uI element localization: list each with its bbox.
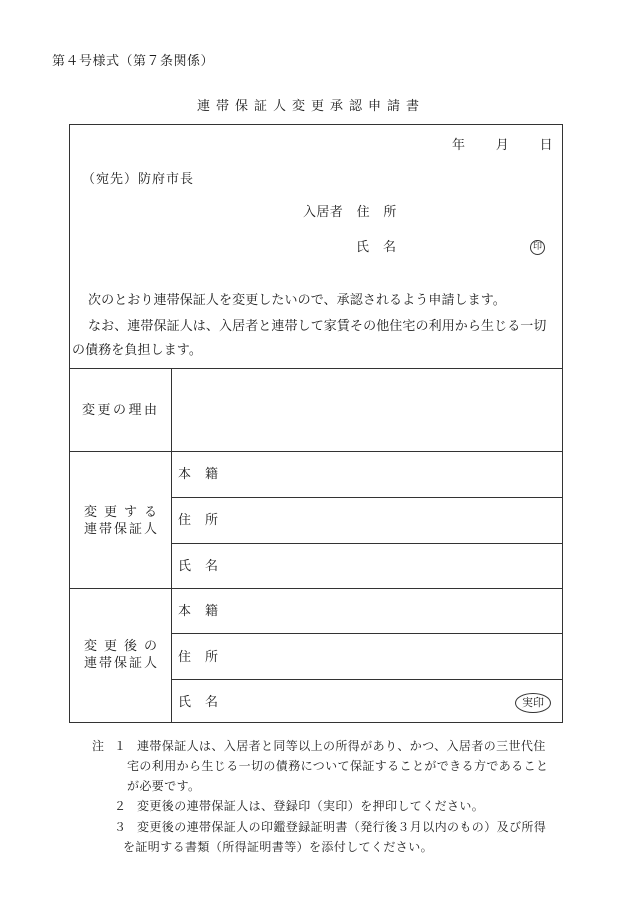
- note-number: １: [114, 739, 127, 753]
- current-guarantor-label-line: 変更する: [84, 505, 165, 520]
- guarantor-table: [69, 368, 563, 723]
- form-number: 第４号様式（第７条関係）: [52, 54, 215, 69]
- note-text-line: を証明する書類（所得証明書等）を添付してください。: [123, 840, 434, 854]
- field-label: 氏 名: [178, 695, 219, 710]
- field-label: 氏 名: [178, 559, 219, 574]
- note-text-line: が必要です。: [127, 779, 201, 793]
- current-guarantor-name-cell: [171, 543, 563, 588]
- current-guarantor-label-cell: [69, 451, 171, 588]
- note-text-line: 変更後の連帯保証人の印鑑登録証明書（発行後３月以内のもの）及び所得: [137, 820, 547, 834]
- note-text-line: 宅の利用から生じる一切の債務について保証することができる方であること: [127, 759, 549, 773]
- field-label: 本 籍: [178, 467, 219, 482]
- field-label: 住 所: [178, 513, 219, 528]
- field-label: 住 所: [178, 650, 219, 665]
- reason-label: 変更の理由: [82, 403, 160, 418]
- note-text-line: 変更後の連帯保証人は、登録印（実印）を押印してください。: [137, 799, 485, 813]
- field-label: 本 籍: [178, 604, 219, 619]
- date-line: 年 月 日: [452, 138, 555, 153]
- body-text-line: 次のとおり連帯保証人を変更したいので、承認されるよう申請します。: [88, 293, 506, 308]
- applicant-name-label: 氏 名: [356, 240, 397, 255]
- current-guarantor-domicile-cell: [171, 451, 563, 497]
- new-guarantor-label-cell: [69, 588, 171, 723]
- reason-value-cell: [171, 368, 563, 451]
- new-guarantor-domicile-cell: [171, 588, 563, 633]
- document-title: 連帯保証人変更承認申請書: [197, 99, 426, 114]
- note-number: ２: [114, 799, 127, 813]
- new-guarantor-name-cell: [171, 679, 563, 723]
- reason-label-cell: [69, 368, 171, 451]
- current-guarantor-address-cell: [171, 497, 563, 543]
- current-guarantor-label-line: 連帯保証人: [84, 522, 160, 537]
- note-number: ３: [114, 820, 127, 834]
- application-form-box: [69, 124, 563, 723]
- notes-label: 注: [92, 739, 105, 753]
- seal-mark: 印: [530, 240, 545, 255]
- new-guarantor-address-cell: [171, 633, 563, 679]
- new-guarantor-label-line: 連帯保証人: [84, 656, 160, 671]
- note-text-line: 連帯保証人は、入居者と同等以上の所得があり、かつ、入居者の三世代住: [137, 739, 546, 753]
- body-text-line: の債務を負担します。: [72, 343, 202, 358]
- new-guarantor-label-line: 変更後の: [84, 639, 165, 654]
- addressee: （宛先）防府市長: [82, 172, 195, 187]
- applicant-address-label: 入居者 住 所: [303, 205, 397, 220]
- body-text-line: なお、連帯保証人は、入居者と連帯して家賃その他住宅の利用から生じる一切: [88, 319, 547, 334]
- registered-seal-mark: 実印: [515, 693, 551, 713]
